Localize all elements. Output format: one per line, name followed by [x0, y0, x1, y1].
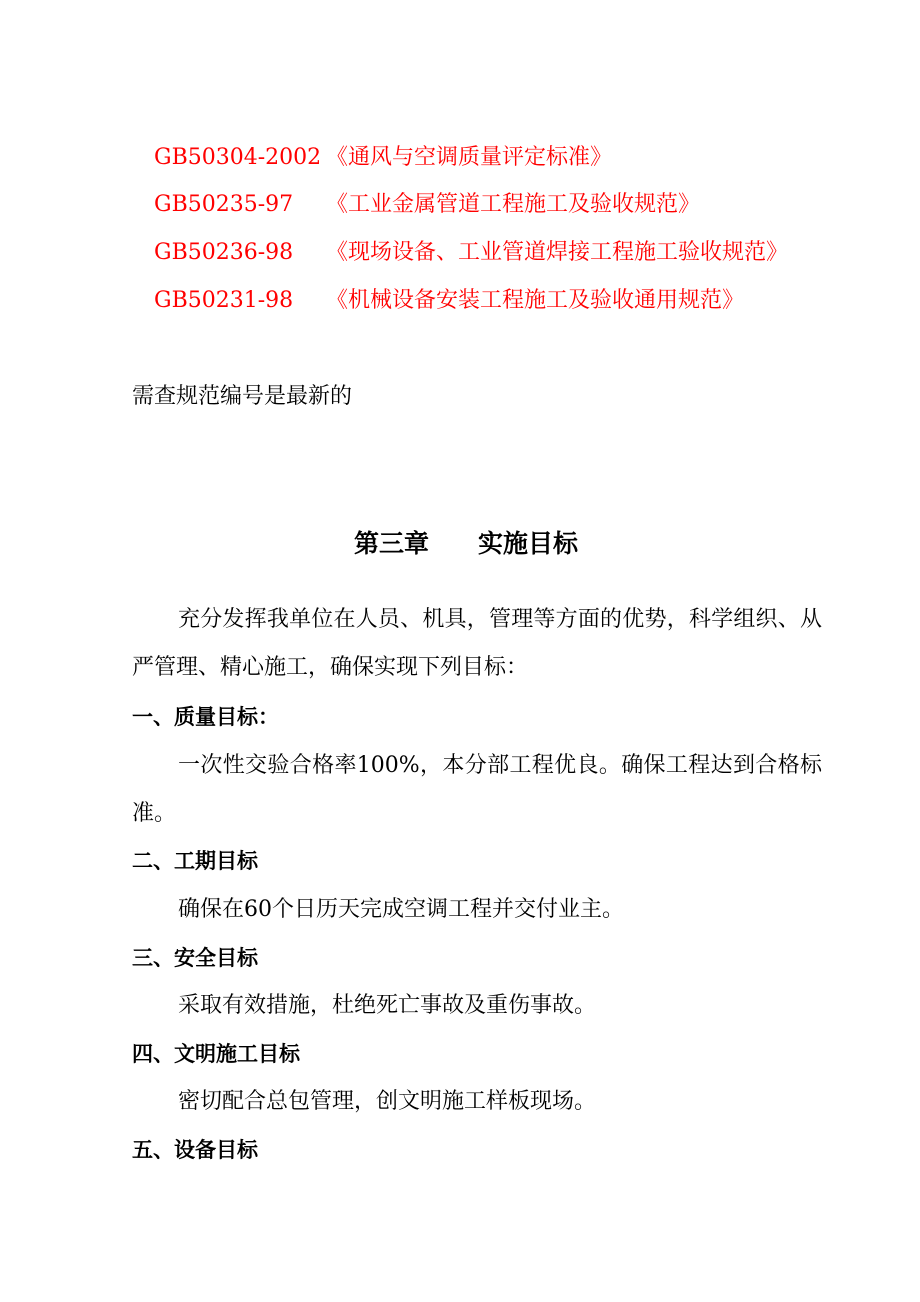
- section-heading-safety: 三、安全目标: [132, 946, 258, 970]
- standard-name: 《机械设备安装工程施工及验收通用规范》: [326, 288, 745, 313]
- section-heading-equipment: 五、设备目标: [132, 1138, 258, 1162]
- section-text-safety: 采取有效措施，杜绝死亡事故及重伤事故。: [178, 993, 597, 1018]
- chapter-heading: [0, 524, 920, 564]
- section-text-schedule: 确保在60个日历天完成空调工程并交付业主。: [178, 897, 624, 922]
- standard-name: 《工业金属管道工程施工及验收规范》: [326, 192, 701, 217]
- section-text-quality: 一次性交验合格率100%，本分部工程优良。确保工程达到合格标准。: [132, 753, 822, 826]
- standard-name: 《通风与空调质量评定标准》: [326, 145, 613, 170]
- standard-code: GB50231-98: [154, 288, 294, 313]
- standard-code: GB50236-98: [154, 240, 294, 265]
- standard-code: GB50235-97: [154, 192, 294, 217]
- section-heading-schedule: 二、工期目标: [132, 849, 258, 873]
- standard-name: 《现场设备、工业管道焊接工程施工验收规范》: [326, 240, 789, 265]
- intro-paragraph: 充分发挥我单位在人员、机具，管理等方面的优势，科学组织、从严管理、精心施工，确保实现下列目标：: [132, 607, 822, 680]
- standard-code: GB50304-2002: [154, 145, 322, 170]
- section-text-civilized: 密切配合总包管理，创文明施工样板现场。: [178, 1089, 597, 1114]
- chapter-title: 实施目标: [478, 529, 579, 558]
- review-note: 需查规范编号是最新的: [132, 384, 353, 409]
- chapter-number: 第三章: [354, 529, 430, 558]
- section-heading-civilized: 四、文明施工目标: [132, 1042, 300, 1066]
- section-heading-quality: 一、质量目标：: [132, 705, 279, 729]
